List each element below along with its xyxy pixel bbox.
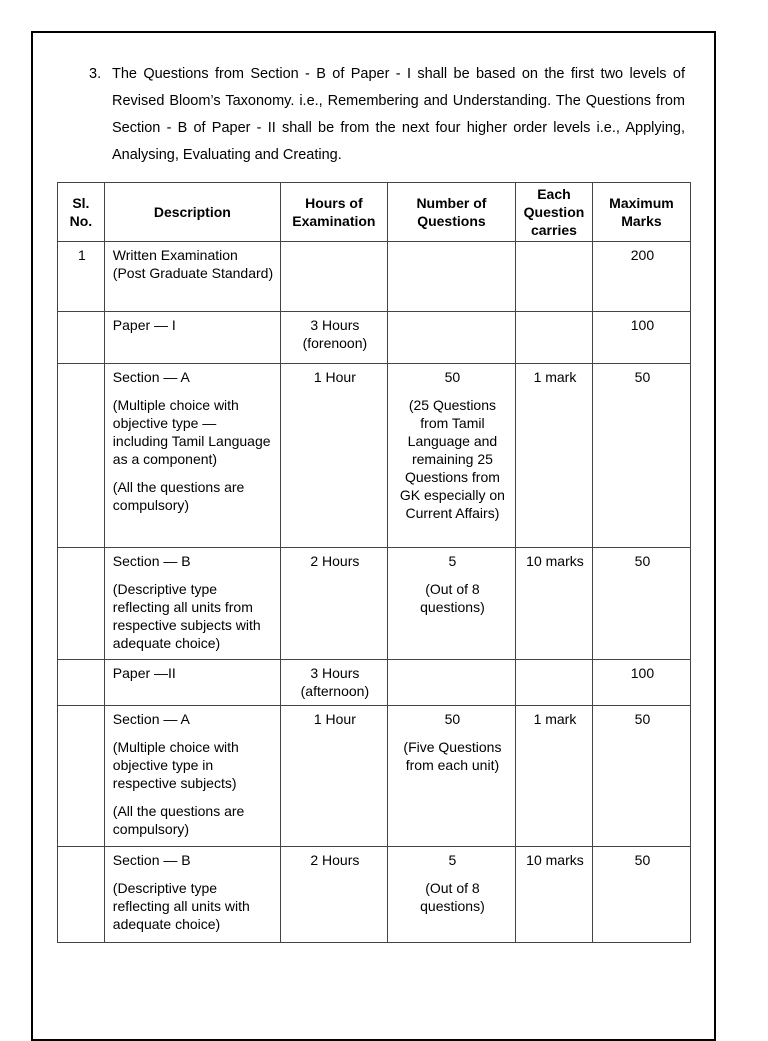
cell-number-of-questions [387, 242, 515, 312]
description-detail: (Multiple choice with objective type in respective subjects) [112, 739, 239, 791]
cell-maximum-marks: 50 [592, 847, 690, 943]
cell-each-question-carries: 10 marks [516, 548, 593, 660]
questions-detail: (Out of 8 questions) [420, 880, 485, 914]
cell-hours: 2 Hours [280, 847, 387, 943]
cell-sl-no: 1 [58, 242, 105, 312]
table-row [58, 706, 691, 847]
cell-number-of-questions [387, 548, 515, 660]
cell-each-question-carries: 10 marks [516, 847, 593, 943]
exam-scheme-table [57, 182, 691, 943]
description-detail: (Descriptive type reflecting all units from respective subjects with adequate choice) [112, 581, 261, 651]
cell-number-of-questions [387, 706, 515, 847]
cell-each-question-carries: 1 mark [516, 706, 593, 847]
cell-maximum-marks: 200 [592, 242, 690, 312]
cell-number-of-questions [387, 847, 515, 943]
questions-count: 5 [448, 852, 457, 868]
description-title: Section — A [112, 711, 190, 727]
table-row [58, 847, 691, 943]
header-maximum-marks: Maximum Marks [592, 183, 690, 242]
cell-sl-no [58, 660, 105, 706]
cell-hours: 3 Hours (afternoon) [280, 660, 387, 706]
cell-each-question-carries: 1 mark [516, 364, 593, 548]
cell-description [104, 364, 280, 548]
cell-each-question-carries [516, 312, 593, 364]
cell-hours: 3 Hours (forenoon) [280, 312, 387, 364]
table-row [58, 312, 691, 364]
cell-each-question-carries [516, 660, 593, 706]
description-title: Paper — I [112, 317, 176, 333]
header-number-of-questions: Number of Questions [387, 183, 515, 242]
cell-description [104, 706, 280, 847]
description-note: (All the questions are compulsory) [112, 803, 245, 837]
cell-sl-no [58, 847, 105, 943]
cell-sl-no [58, 706, 105, 847]
cell-hours: 1 Hour [280, 364, 387, 548]
cell-each-question-carries [516, 242, 593, 312]
header-hours: Hours of Examination [280, 183, 387, 242]
cell-description [104, 847, 280, 943]
cell-number-of-questions [387, 364, 515, 548]
questions-count: 50 [444, 711, 461, 727]
cell-hours [280, 242, 387, 312]
cell-sl-no [58, 548, 105, 660]
description-title: Written Examination (Post Graduate Standard) [112, 247, 274, 281]
header-sl-no: Sl. No. [58, 183, 105, 242]
description-detail: (Descriptive type reflecting all units with adequate choice) [112, 880, 250, 932]
header-each-question-carries: Each Question carries [516, 183, 593, 242]
questions-count: 50 [444, 369, 461, 385]
description-title: Paper —II [112, 665, 176, 681]
intro-clause [89, 61, 685, 169]
description-title: Section — B [112, 852, 191, 868]
description-note: (All the questions are compulsory) [112, 479, 245, 513]
cell-number-of-questions [387, 660, 515, 706]
table-row [58, 364, 691, 548]
cell-description [104, 548, 280, 660]
questions-detail: (Five Questions from each unit) [403, 739, 502, 773]
questions-count: 5 [448, 553, 457, 569]
cell-description [104, 660, 280, 706]
cell-maximum-marks: 100 [592, 312, 690, 364]
cell-description [104, 242, 280, 312]
cell-description [104, 312, 280, 364]
cell-number-of-questions [387, 312, 515, 364]
questions-detail: (25 Questions from Tamil Language and remaining 25 Questions from GK especially on Current Affairs) [399, 397, 505, 521]
description-title: Section — A [112, 369, 190, 385]
description-title: Section — B [112, 553, 191, 569]
clause-text: The Questions from Section - B of Paper - I shall be based on the first two levels of Revised Bloom’s Taxonomy. i.e., Remembering and Understanding. The Questions from Section - B of Paper - II shall be from the next four higher order levels i.e., Applying, Analysing, Evaluating and Creating. [112, 66, 685, 163]
table-row [58, 660, 691, 706]
cell-maximum-marks: 50 [592, 364, 690, 548]
header-description: Description [104, 183, 280, 242]
cell-hours: 2 Hours [280, 548, 387, 660]
clause-number: 3. [89, 66, 102, 82]
cell-maximum-marks: 100 [592, 660, 690, 706]
cell-maximum-marks: 50 [592, 548, 690, 660]
table-row [58, 242, 691, 312]
description-detail: (Multiple choice with objective type — including Tamil Language as a component) [112, 397, 271, 467]
table-header-row [58, 183, 691, 242]
cell-sl-no [58, 312, 105, 364]
questions-detail: (Out of 8 questions) [420, 581, 485, 615]
cell-sl-no [58, 364, 105, 548]
cell-maximum-marks: 50 [592, 706, 690, 847]
cell-hours: 1 Hour [280, 706, 387, 847]
table-row [58, 548, 691, 660]
